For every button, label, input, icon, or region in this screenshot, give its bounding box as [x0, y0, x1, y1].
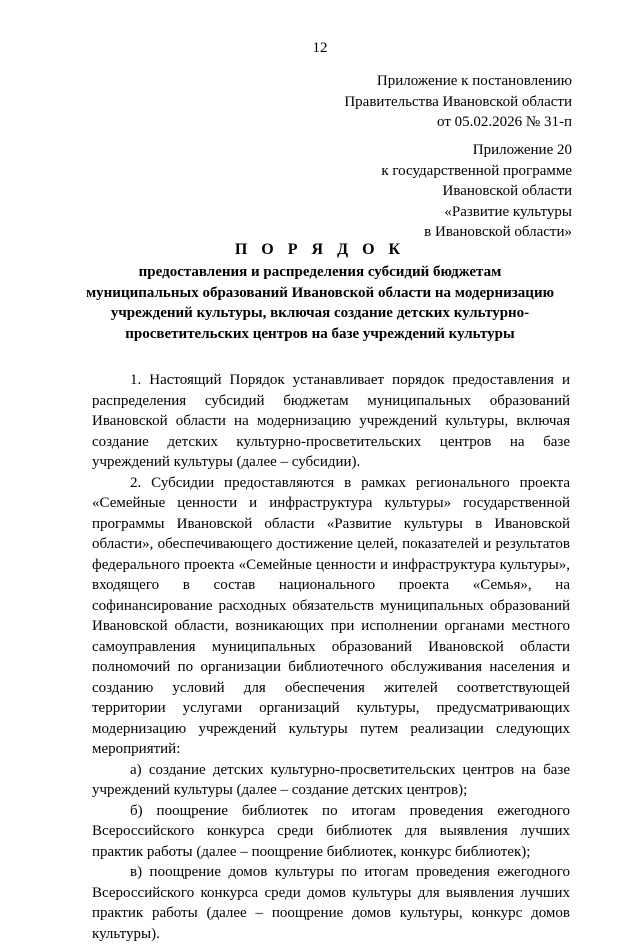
paragraph-2a: а) создание детских культурно-просветительских центров на базе учреждений культуры (далее – создание детских центров); — [92, 761, 570, 798]
paragraph-2: 2. Субсидии предоставляются в рамках регионального проекта «Семейные ценности и инфраструктура культуры» государственной программы Ивановской области «Развитие культуры в Ивановской области», обеспечивающего достижение целей, показателей и результатов федерального проекта «Семейные ценности и инфраструктура культуры», входящего в состав национального проекта «Семья», на софинансирование расходных обязательств муниципальных образований Ивановской области, возникающих при исполнении органами местного самоуправления муниципальных образований Ивановской области полномочий по организации библиотечного обслуживания населения и созданию условий для обеспечения жителей соответствующей территории услугами организаций культуры, предусматривающих модернизацию учреждений культуры путем реализации следующих мероприятий: — [92, 474, 570, 757]
paragraph-1: 1. Настоящий Порядок устанавливает порядок предоставления и распределения субсидий бюджетам муниципальных образований Ивановской области на модернизацию учреждений культуры, включая создание детских культурно-просветительских центров на базе учреждений культуры (далее – субсидии). — [92, 372, 570, 470]
page-number: 12 — [312, 40, 328, 56]
appendix-resolution-block — [344, 71, 572, 133]
appendix-line: Правительства Ивановской области — [344, 93, 572, 110]
subtitle-line: учреждений культуры, включая создание детских культурно- — [110, 305, 530, 321]
paragraph-2c: в) поощрение домов культуры по итогам проведения ежегодного Всероссийского конкурса среди домов культуры для выявления лучших практик работы (далее – поощрение домов культуры, конкурс домов культуры). — [92, 864, 570, 942]
subtitle-line: муниципальных образований Ивановской области на модернизацию — [85, 284, 555, 301]
document-body — [92, 370, 570, 944]
appendix-line: Приложение к постановлению — [376, 73, 572, 89]
paragraph-2b: б) поощрение библиотек по итогам проведения ежегодного Всероссийского конкурса среди библиотек для выявления лучших практик работы (далее – поощрение библиотек, конкурс библиотек); — [92, 802, 570, 860]
appendix-line: к государственной программе — [381, 162, 572, 179]
appendix-line: в Ивановской области» — [424, 224, 572, 240]
appendix-line: от 05.02.2026 № 31-п — [437, 114, 572, 130]
document-title: П О Р Я Д О К — [234, 241, 406, 258]
appendix-line: Ивановской области — [442, 183, 572, 199]
appendix-program-block — [381, 140, 572, 243]
subtitle-line: предоставления и распределения субсидий бюджетам — [138, 264, 502, 280]
document-subtitle — [60, 262, 580, 344]
subtitle-line: просветительских центров на базе учреждений культуры — [125, 325, 515, 342]
appendix-line: «Развитие культуры — [444, 203, 572, 220]
appendix-line: Приложение 20 — [472, 142, 572, 158]
